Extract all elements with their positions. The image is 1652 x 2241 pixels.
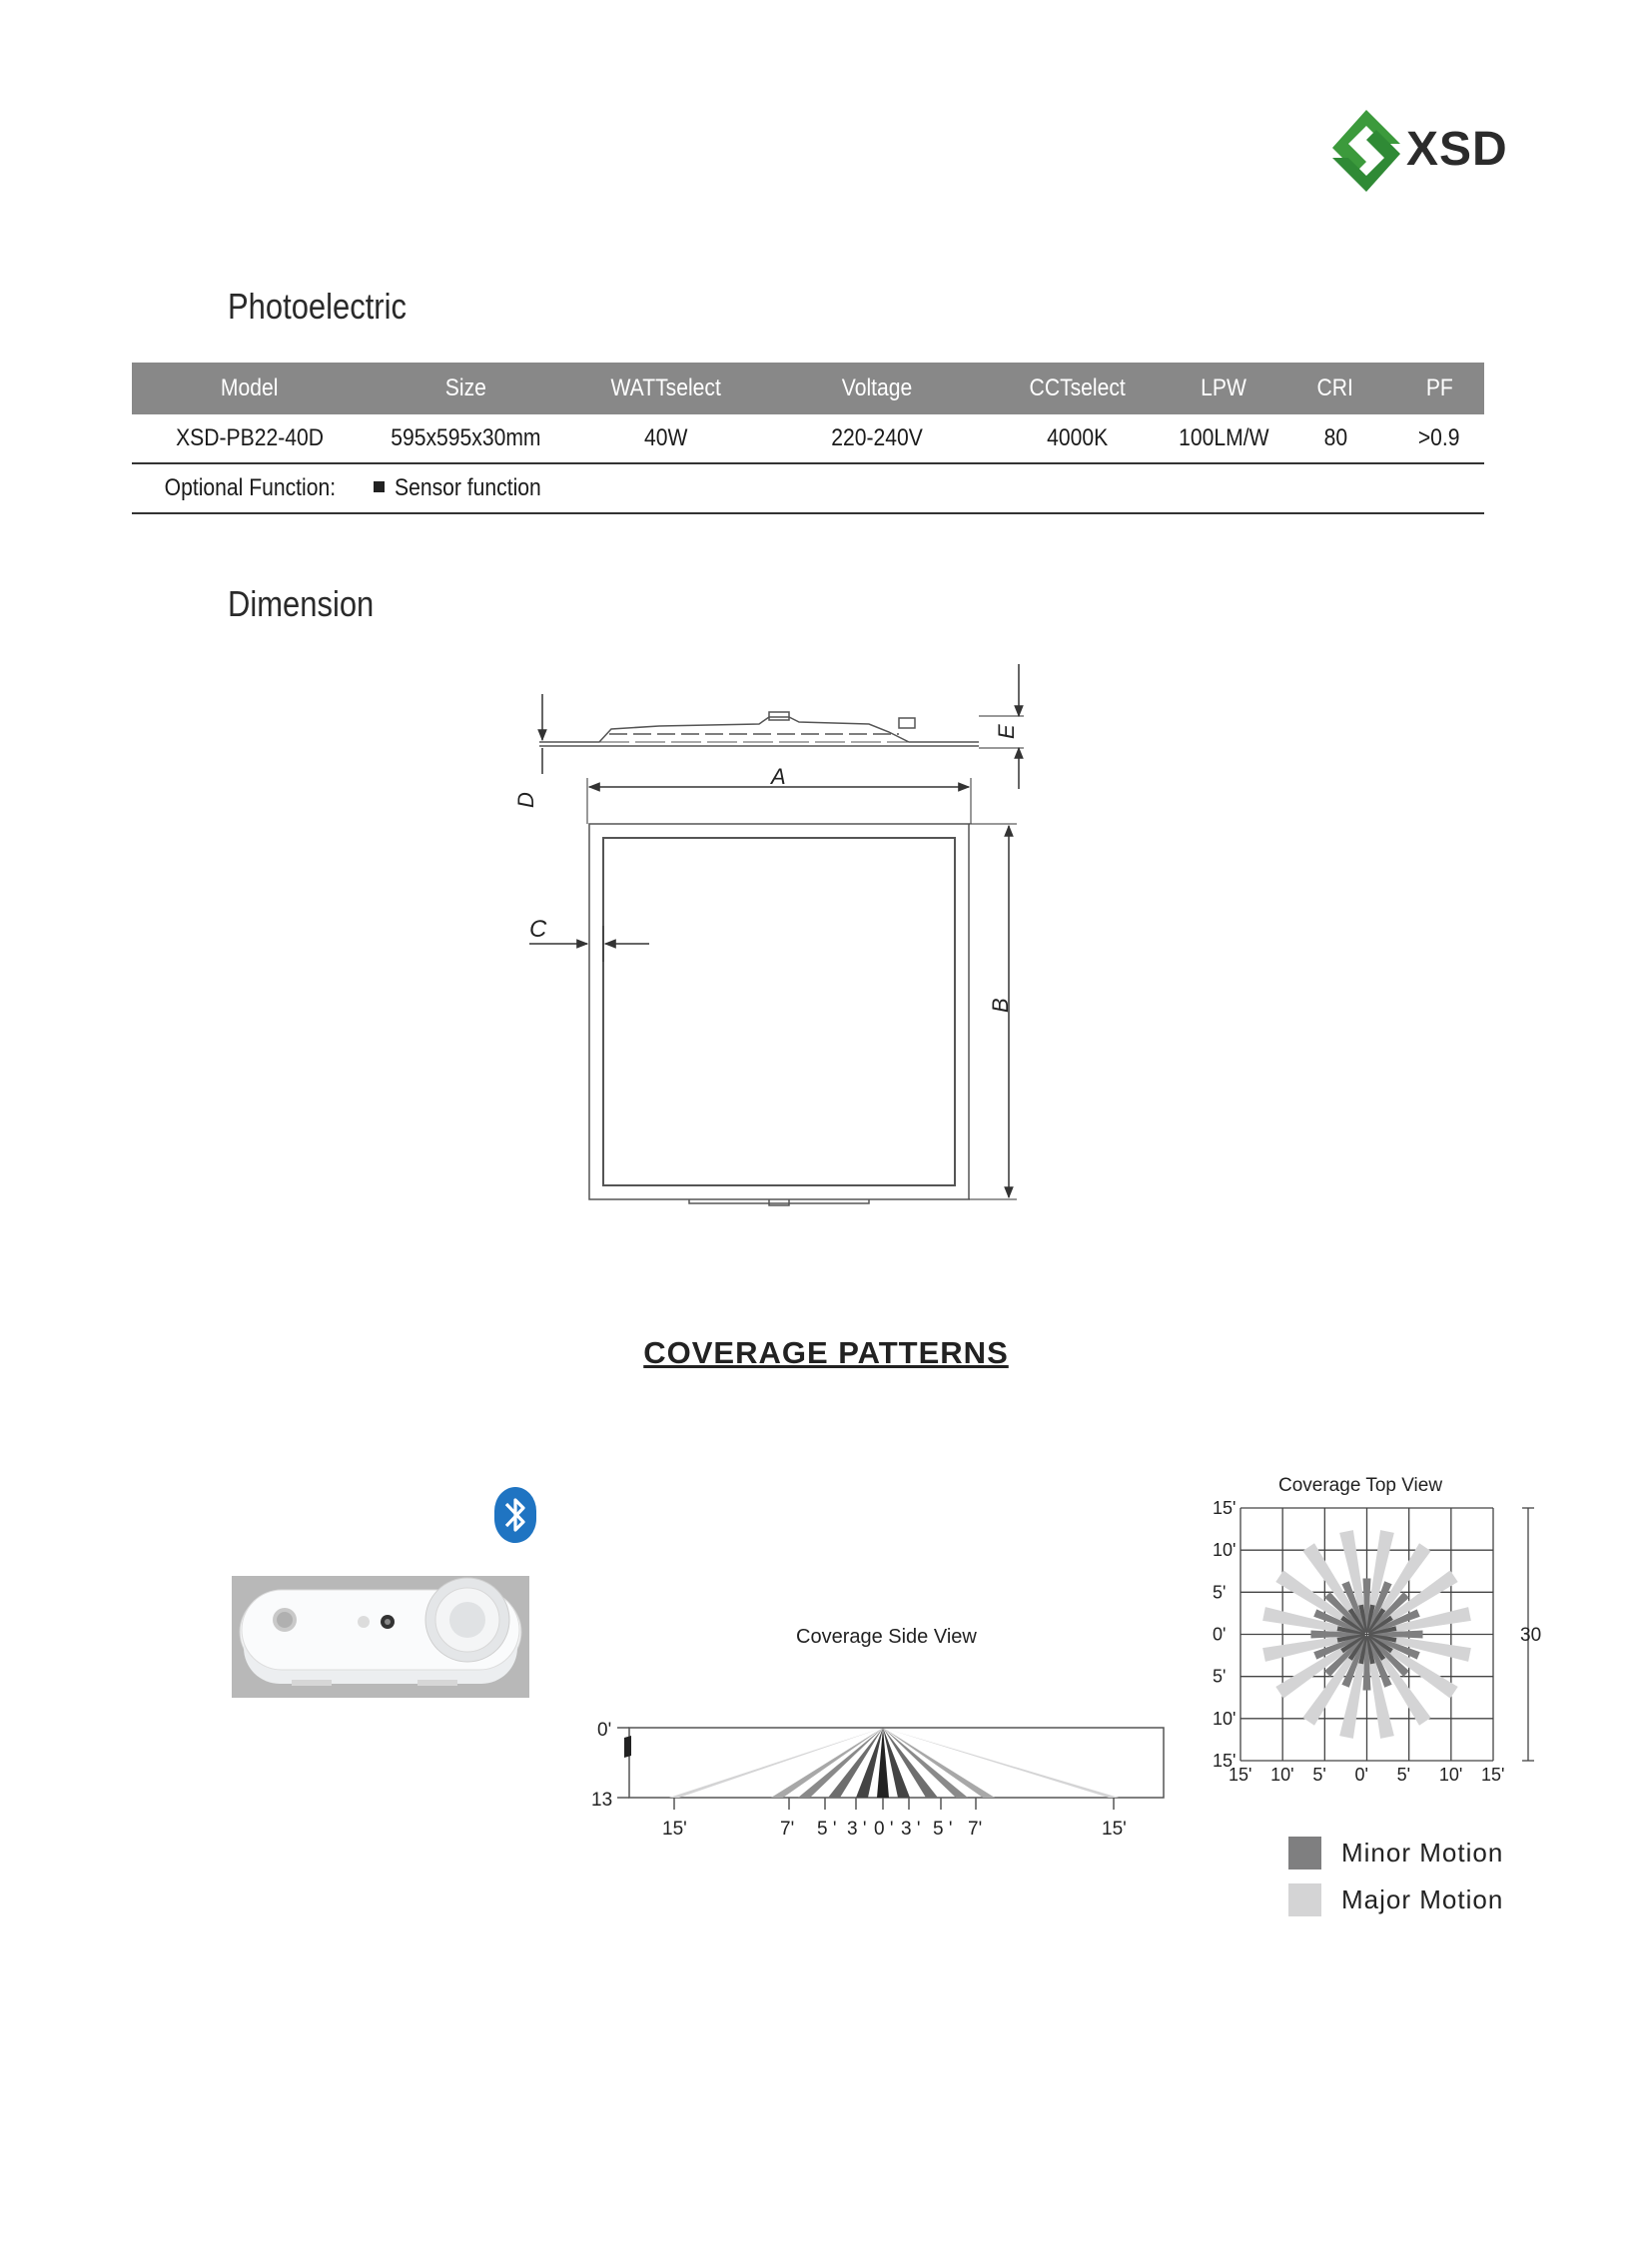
- table-cell: 80: [1276, 414, 1394, 463]
- top-x-label: 15': [1229, 1765, 1252, 1785]
- side-x-label: 7': [968, 1819, 983, 1840]
- spec-table: [132, 363, 1484, 514]
- top-span-label: 30: [1520, 1625, 1542, 1646]
- front-panel: [589, 824, 969, 1205]
- label-b: B: [988, 998, 1013, 1013]
- coverage-side-view: [579, 1618, 1179, 1858]
- table-row: [132, 414, 1484, 463]
- label-e: E: [994, 724, 1019, 739]
- side-view-title: Coverage Side View: [796, 1626, 977, 1648]
- table-cell: >0.9: [1394, 414, 1484, 463]
- top-view-x-labels: [1229, 1765, 1504, 1785]
- top-y-label: 10': [1213, 1540, 1237, 1561]
- sensor-device-icon: [232, 1576, 529, 1698]
- dimension-drawing: [499, 654, 1059, 1213]
- top-x-label: 0': [1354, 1765, 1368, 1785]
- side-x-label: 15': [662, 1819, 687, 1840]
- side-ray: [877, 1728, 889, 1798]
- header-cell: Model: [132, 363, 368, 414]
- label-d: D: [513, 792, 538, 808]
- top-y-label: 0': [1213, 1624, 1227, 1645]
- square-bullet-icon: [374, 481, 385, 492]
- coverage-legend: [1288, 1830, 1503, 1923]
- side-y-label: 13: [591, 1790, 613, 1811]
- side-x-label: 5 ': [933, 1819, 953, 1840]
- top-y-label: 5': [1213, 1582, 1227, 1603]
- top-y-label: 15': [1213, 1751, 1237, 1771]
- coverage-title: COVERAGE PATTERNS: [643, 1335, 1009, 1370]
- side-x-label: 3 ': [901, 1819, 921, 1840]
- header-cell: CCTselect: [985, 363, 1171, 414]
- table-cell: 595x595x30mm: [368, 414, 563, 463]
- photoelectric-title: Photoelectric: [228, 286, 407, 327]
- top-view-y-labels: [1213, 1498, 1236, 1771]
- legend-item-minor: Minor Motion: [1288, 1830, 1503, 1876]
- coverage-top-view: [1191, 1466, 1542, 1796]
- table-cell: 4000K: [985, 414, 1171, 463]
- side-ray: [669, 1728, 883, 1798]
- header-cell: CRI: [1276, 363, 1394, 414]
- xsd-logo-icon: [1328, 108, 1404, 194]
- top-x-label: 5': [1396, 1765, 1411, 1785]
- side-x-label: 0 ': [874, 1819, 894, 1840]
- top-view-title: Coverage Top View: [1278, 1475, 1443, 1496]
- label-c: C: [529, 916, 547, 943]
- top-x-label: 15': [1481, 1765, 1505, 1785]
- legend-swatch-minor: [1288, 1837, 1321, 1869]
- top-x-label: 10': [1438, 1765, 1463, 1785]
- table-cell: 220-240V: [769, 414, 985, 463]
- side-x-label: 15': [1102, 1819, 1127, 1840]
- brand-name: XSD: [1406, 123, 1508, 176]
- optional-function-label: Optional Function:: [132, 463, 368, 513]
- label-a: A: [771, 764, 786, 789]
- top-x-label: 5': [1312, 1765, 1326, 1785]
- top-view-grid: [1240, 1508, 1493, 1761]
- top-x-label: 10': [1270, 1765, 1294, 1785]
- top-y-label: 10': [1213, 1708, 1237, 1729]
- legend-item-major: Major Motion: [1288, 1876, 1503, 1923]
- top-y-label: 15': [1213, 1498, 1237, 1518]
- table-cell: XSD-PB22-40D: [132, 414, 368, 463]
- header-cell: PF: [1394, 363, 1484, 414]
- header-cell: LPW: [1171, 363, 1276, 414]
- top-y-label: 5': [1213, 1666, 1227, 1687]
- side-x-ticks: [674, 1798, 1114, 1810]
- side-x-label: 5 ': [817, 1819, 837, 1840]
- brand-logo: [1328, 108, 1528, 194]
- side-sensor-marker: [624, 1736, 631, 1758]
- side-view-rays: [669, 1728, 1119, 1798]
- optional-function-row: [132, 463, 1484, 513]
- table-header-row: [132, 363, 1484, 414]
- side-profile: [539, 712, 979, 746]
- side-x-label: 3 ': [847, 1819, 867, 1840]
- side-ray: [883, 1728, 1119, 1798]
- side-y-label: 0': [597, 1720, 612, 1741]
- optional-function-value: Sensor function: [368, 463, 1484, 513]
- side-x-label: 7': [780, 1819, 795, 1840]
- header-cell: Size: [368, 363, 563, 414]
- table-cell: 100LM/W: [1171, 414, 1276, 463]
- legend-swatch-major: [1288, 1883, 1321, 1916]
- dimension-title: Dimension: [228, 583, 375, 624]
- header-cell: WATTselect: [563, 363, 769, 414]
- bluetooth-icon: [493, 1486, 537, 1544]
- table-cell: 40W: [563, 414, 769, 463]
- header-cell: Voltage: [769, 363, 985, 414]
